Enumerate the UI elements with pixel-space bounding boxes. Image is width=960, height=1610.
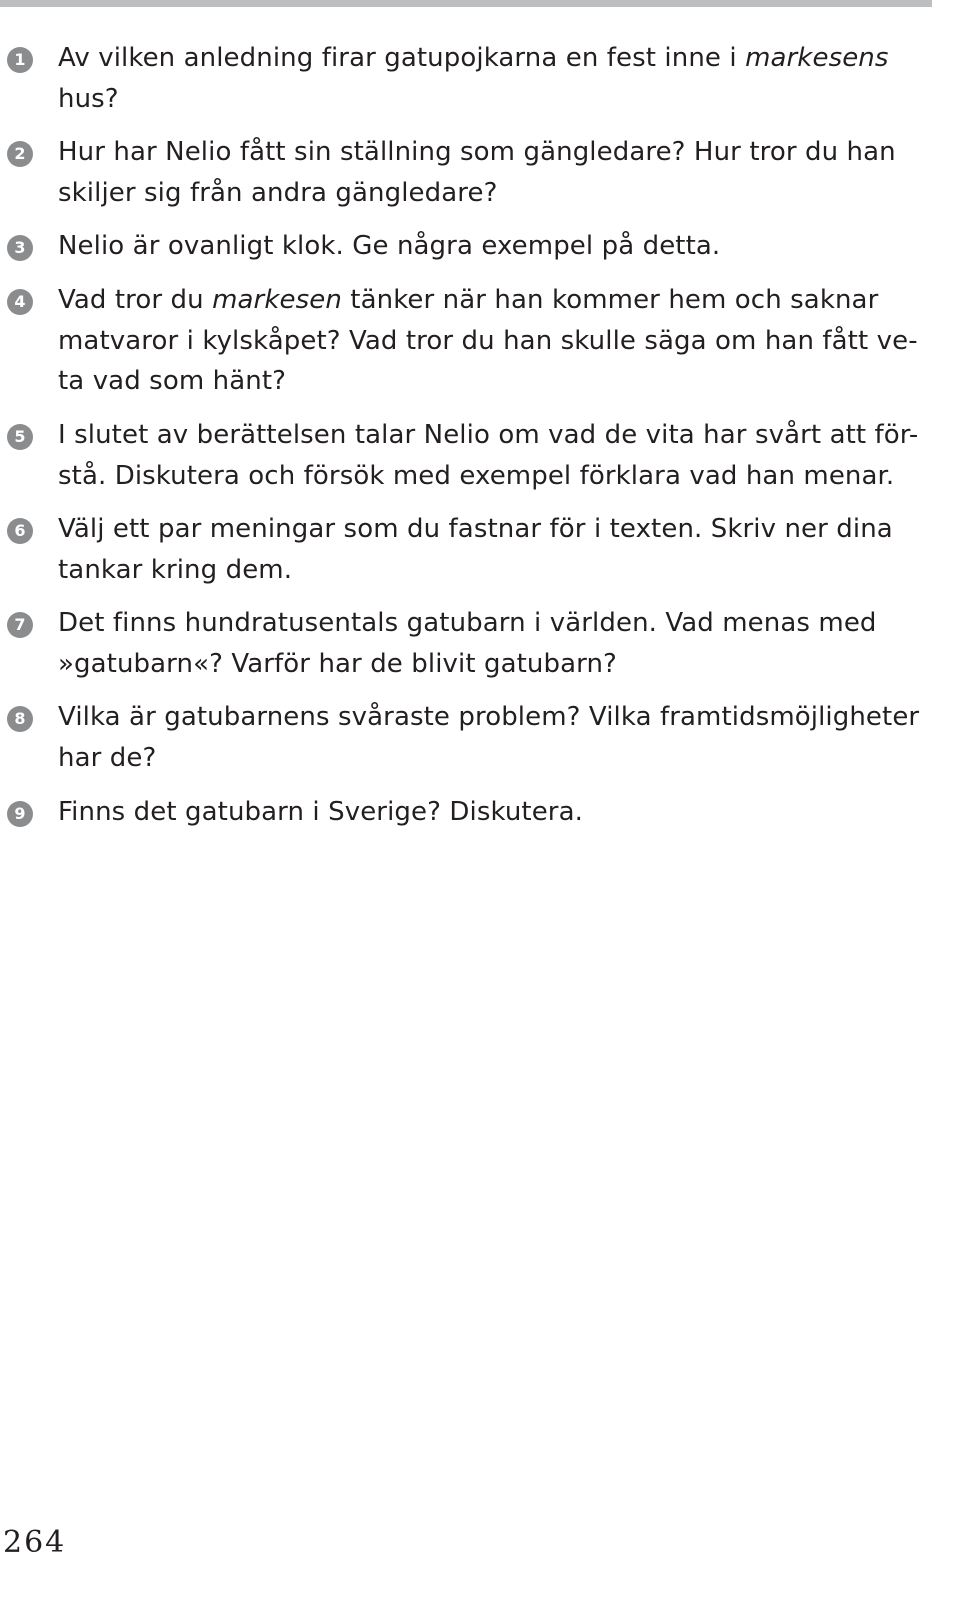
page-number: 264 xyxy=(3,1525,67,1560)
question-number-badge: 4 xyxy=(7,289,33,315)
question-text: I slutet av berättelsen talar Nelio om vad de vita har svårt att för- stå. Diskutera och försök med exempel förklara vad han menar. xyxy=(58,420,919,491)
emphasized-term: markesens xyxy=(745,43,889,73)
question-number-badge: 5 xyxy=(7,424,33,450)
question-text: Välj ett par meningar som du fastnar för i texten. Skriv ner dina tankar kring dem. xyxy=(58,514,893,585)
question-number-badge: 8 xyxy=(7,706,33,732)
question-number-badge: 9 xyxy=(7,801,33,827)
question-number-badge: 6 xyxy=(7,518,33,544)
question-text: Av vilken anledning firar gatupojkarna en fest inne i markesens hus? xyxy=(58,43,889,114)
question-number-badge: 2 xyxy=(7,141,33,167)
question-number-badge: 3 xyxy=(7,235,33,261)
question-text: Det finns hundratusentals gatubarn i världen. Vad menas med »gatubarn«? Varför har de blivit gatubarn? xyxy=(58,608,877,679)
question-number-badge: 7 xyxy=(7,612,33,638)
question-text: Hur har Nelio fått sin ställning som gängledare? Hur tror du han skiljer sig från andra gängledare? xyxy=(58,137,896,208)
emphasized-term: markesen xyxy=(212,285,342,315)
question-text: Nelio är ovanligt klok. Ge några exempel på detta. xyxy=(58,231,721,261)
question-text: Vad tror du markesen tänker när han kommer hem och saknar matvaror i kylskåpet? Vad tror du han skulle säga om han fått ve- ta vad som hänt? xyxy=(58,285,918,396)
top-rule xyxy=(0,0,932,7)
question-text: Finns det gatubarn i Sverige? Diskutera. xyxy=(58,797,583,827)
question-number-badge: 1 xyxy=(7,47,33,73)
question-text: Vilka är gatubarnens svåraste problem? Vilka framtidsmöjligheter har de? xyxy=(58,702,920,773)
